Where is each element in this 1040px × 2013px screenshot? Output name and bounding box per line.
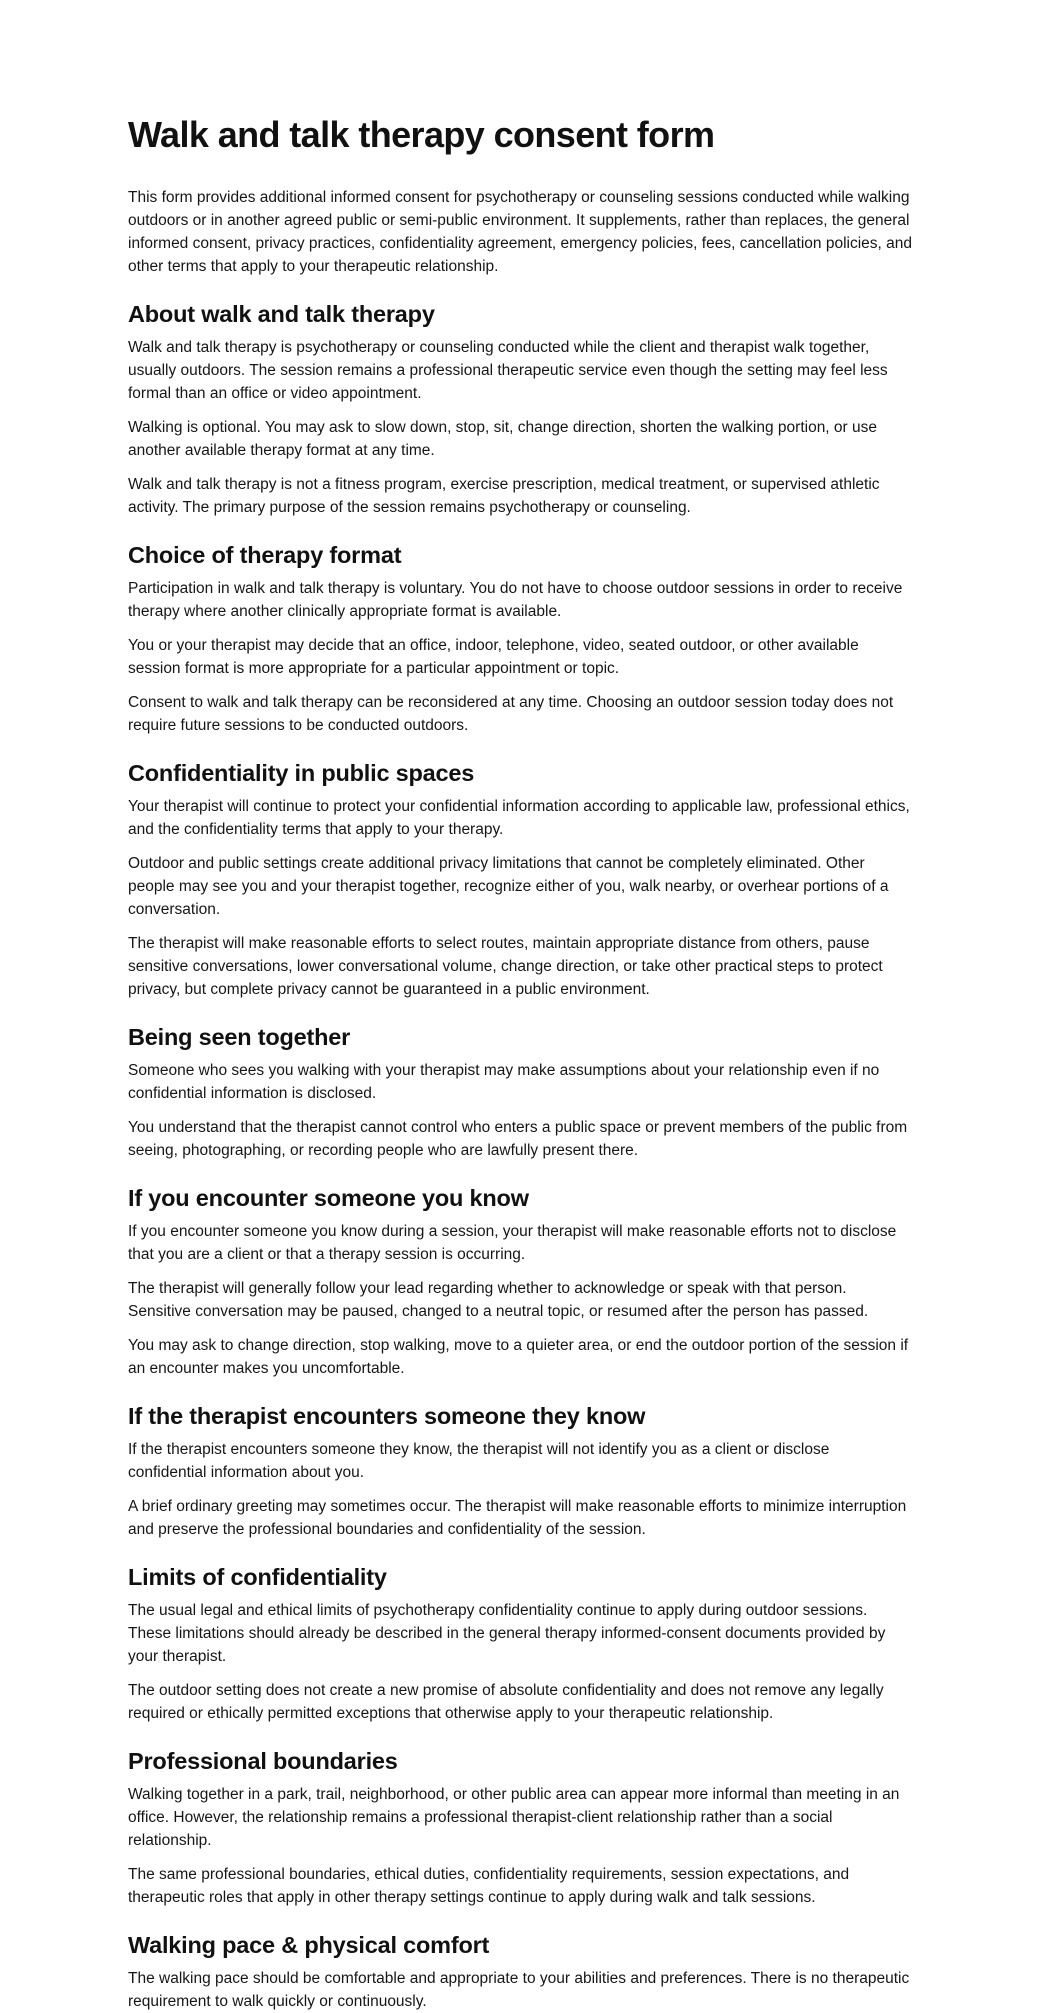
- section-paragraph: Participation in walk and talk therapy is voluntary. You do not have to choose outdoor sessions in order to receive therapy where another clinically appropriate format is available.: [128, 580, 903, 620]
- section-professional-boundaries: [128, 1746, 912, 1909]
- section-heading: Being seen together: [128, 1024, 351, 1050]
- section-paragraph: The walking pace should be comfortable and appropriate to your abilities and preferences. There is no therapeutic requirement to walk quickly or continuously.: [128, 1970, 910, 2010]
- section-encounter-client: [128, 1183, 912, 1380]
- section-paragraph: If the therapist encounters someone they know, the therapist will not identify you as a client or disclose confidential information about you.: [128, 1441, 830, 1481]
- section-limits-confidentiality: [128, 1562, 912, 1725]
- section-paragraph: The outdoor setting does not create a new promise of absolute confidentiality and does not remove any legally required or ethically permitted exceptions that otherwise apply to your therapeutic relationship.: [128, 1682, 884, 1722]
- document-content: [128, 108, 912, 2013]
- section-heading: About walk and talk therapy: [128, 301, 435, 327]
- section-paragraph: Outdoor and public settings create additional privacy limitations that cannot be completely eliminated. Other people may see you and your therapist together, recognize either of you, walk nearby, or overhear portions of a conversation.: [128, 855, 889, 918]
- section-paragraph: You may ask to change direction, stop walking, move to a quieter area, or end the outdoor portion of the session if an encounter makes you uncomfortable.: [128, 1337, 909, 1377]
- section-paragraph: The usual legal and ethical limits of psychotherapy confidentiality continue to apply during outdoor sessions. These limitations should already be described in the general therapy informed-consent documents provided by your therapist.: [128, 1602, 886, 1665]
- page-title: Walk and talk therapy consent form: [128, 114, 715, 155]
- section-paragraph: The therapist will generally follow your lead regarding whether to acknowledge or speak with that person. Sensitive conversation may be paused, changed to a neutral topic, or resumed after the person has passed.: [128, 1280, 869, 1320]
- section-about: [128, 299, 912, 519]
- section-paragraph: The therapist will make reasonable efforts to select routes, maintain appropriate distance from others, pause sensitive conversations, lower conversational volume, change direction, or take other practical steps to protect privacy, but complete privacy cannot be guaranteed in a public environment.: [128, 935, 883, 998]
- section-heading: If the therapist encounters someone they know: [128, 1403, 646, 1429]
- section-paragraph: Consent to walk and talk therapy can be reconsidered at any time. Choosing an outdoor session today does not require future sessions to be conducted outdoors.: [128, 694, 894, 734]
- section-walking-pace: [128, 1930, 912, 2013]
- section-heading: Confidentiality in public spaces: [128, 760, 475, 786]
- section-heading: Choice of therapy format: [128, 542, 402, 568]
- section-being-seen: [128, 1022, 912, 1162]
- section-paragraph: Someone who sees you walking with your therapist may make assumptions about your relationship even if no confidential information is disclosed.: [128, 1062, 880, 1102]
- intro-paragraph: This form provides additional informed consent for psychotherapy or counseling sessions conducted while walking outdoors or in another agreed public or semi-public environment. It supplements, rather than replaces, the general informed consent, privacy practices, confidentiality agreement, emergency policies, fees, cancellation policies, and other terms that apply to your therapeutic relationship.: [128, 189, 913, 275]
- section-paragraph: Walk and talk therapy is not a fitness program, exercise prescription, medical treatment, or supervised athletic activity. The primary purpose of the session remains psychotherapy or counseling.: [128, 476, 880, 516]
- section-choice-of-format: [128, 540, 912, 737]
- section-paragraph: Walking together in a park, trail, neighborhood, or other public area can appear more informal than meeting in an office. However, the relationship remains a professional therapist-client relationship rather than a social relationship.: [128, 1786, 900, 1849]
- section-paragraph: You or your therapist may decide that an office, indoor, telephone, video, seated outdoor, or other available session format is more appropriate for a particular appointment or topic.: [128, 637, 859, 677]
- section-heading: If you encounter someone you know: [128, 1185, 529, 1211]
- section-paragraph: The same professional boundaries, ethical duties, confidentiality requirements, session expectations, and therapeutic roles that apply in other therapy settings continue to apply during walk and talk sessions.: [128, 1866, 850, 1906]
- section-heading: Walking pace & physical comfort: [128, 1932, 490, 1958]
- section-paragraph: A brief ordinary greeting may sometimes occur. The therapist will make reasonable efforts to minimize interruption and preserve the professional boundaries and confidentiality of the session.: [128, 1498, 907, 1538]
- section-heading: Limits of confidentiality: [128, 1564, 387, 1590]
- section-confidentiality-public: [128, 758, 912, 1001]
- section-paragraph: You understand that the therapist cannot control who enters a public space or prevent members of the public from seeing, photographing, or recording people who are lawfully present there.: [128, 1119, 908, 1159]
- section-paragraph: Your therapist will continue to protect your confidential information according to applicable law, professional ethics, and the confidentiality terms that apply to your therapy.: [128, 798, 910, 838]
- section-paragraph: If you encounter someone you know during a session, your therapist will make reasonable efforts not to disclose that you are a client or that a therapy session is occurring.: [128, 1223, 897, 1263]
- section-paragraph: Walk and talk therapy is psychotherapy or counseling conducted while the client and therapist walk together, usually outdoors. The session remains a professional therapeutic service even though the setting may feel less formal than an office or video appointment.: [128, 339, 888, 402]
- section-encounter-therapist: [128, 1401, 912, 1541]
- section-heading: Professional boundaries: [128, 1748, 398, 1774]
- section-paragraph: Walking is optional. You may ask to slow down, stop, sit, change direction, shorten the walking portion, or use another available therapy format at any time.: [128, 419, 878, 459]
